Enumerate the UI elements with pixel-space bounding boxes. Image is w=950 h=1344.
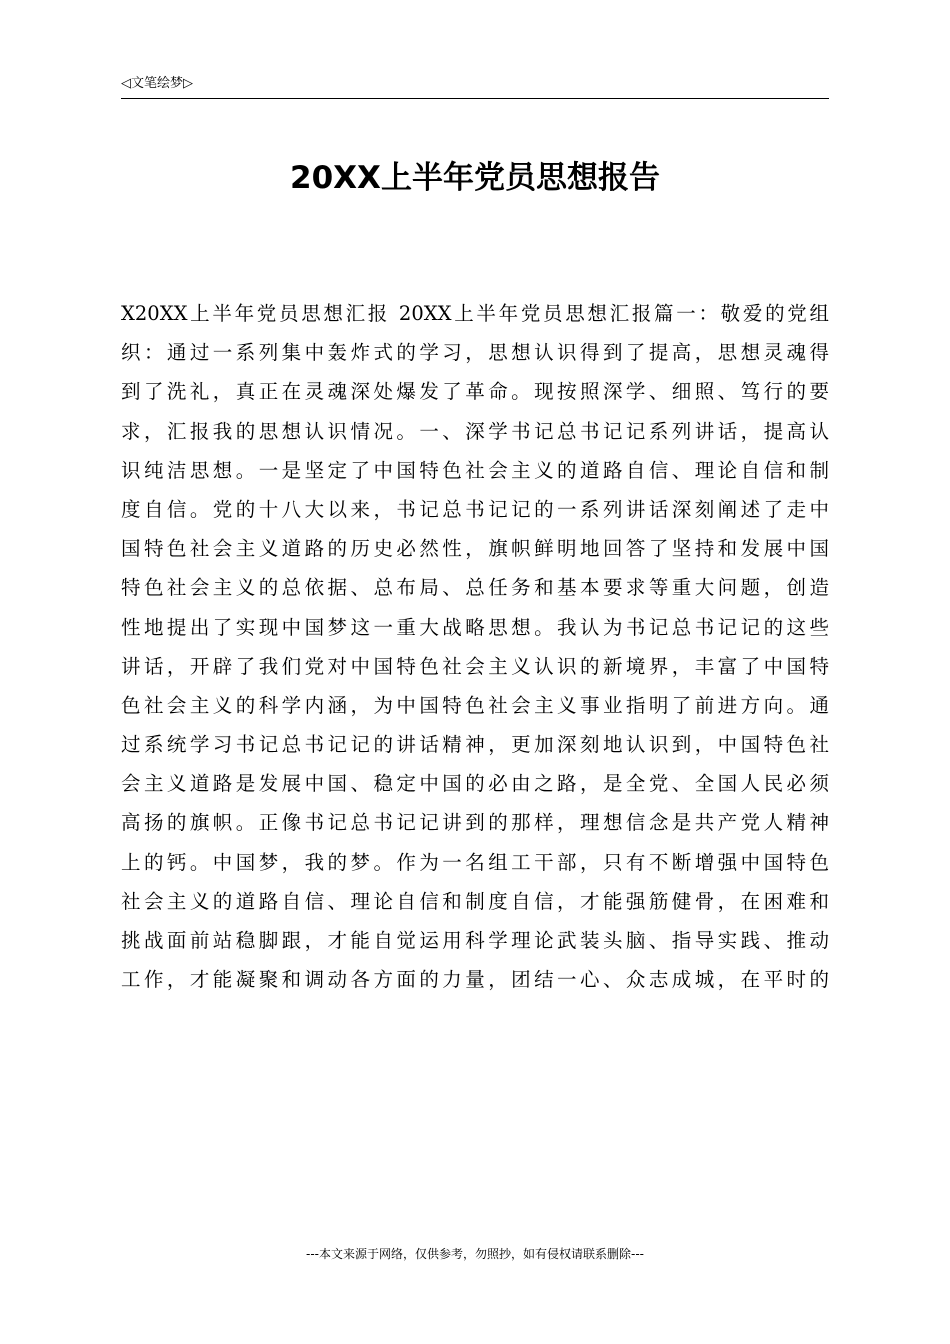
body-line: 识纯洁思想。一是坚定了中国特色社会主义的道路自信、理论自信和制 xyxy=(121,458,829,482)
header-label: ◁文笔绘梦▷ xyxy=(121,76,193,91)
document-body xyxy=(121,294,829,999)
page-footer: ---本文来源于网络，仅供参考，勿照抄，如有侵权请联系删除--- xyxy=(306,1247,644,1261)
body-line: 色社会主义的科学内涵，为中国特色社会主义事业指明了前进方向。通 xyxy=(121,693,829,717)
body-line: 会主义道路是发展中国、稳定中国的必由之路，是全党、全国人民必须 xyxy=(121,772,829,796)
body-line: 特色社会主义的总依据、总布局、总任务和基本要求等重大问题，创造 xyxy=(121,576,829,600)
body-line: 度自信。党的十八大以来，书记总书记记的一系列讲话深刻阐述了走中 xyxy=(121,497,829,521)
body-line: 讲话，开辟了我们党对中国特色社会主义认识的新境界，丰富了中国特 xyxy=(121,654,829,678)
body-line: 织：通过一系列集中轰炸式的学习，思想认识得到了提高，思想灵魂得 xyxy=(121,341,829,365)
page-header xyxy=(121,74,829,99)
body-line: 工作，才能凝聚和调动各方面的力量，团结一心、众志成城，在平时的 xyxy=(121,968,829,992)
document-title: 20XX上半年党员思想报告 xyxy=(290,160,660,196)
body-line: 求，汇报我的思想认识情况。一、深学书记总书记记系列讲话，提高认 xyxy=(121,419,829,443)
body-line: 到了洗礼，真正在灵魂深处爆发了革命。现按照深学、细照、笃行的要 xyxy=(121,380,829,404)
body-line: 过系统学习书记总书记记的讲话精神，更加深刻地认识到，中国特色社 xyxy=(121,733,829,757)
body-line: 高扬的旗帜。正像书记总书记记讲到的那样，理想信念是共产党人精神 xyxy=(121,811,829,835)
body-line: 上的钙。中国梦，我的梦。作为一名组工干部，只有不断增强中国特色 xyxy=(121,850,829,874)
body-line: 性地提出了实现中国梦这一重大战略思想。我认为书记总书记记的这些 xyxy=(121,615,829,639)
body-line: 挑战面前站稳脚跟，才能自觉运用科学理论武装头脑、指导实践、推动 xyxy=(121,929,829,952)
body-line: 社会主义的道路自信、理论自信和制度自信，才能强筋健骨，在困难和 xyxy=(121,889,829,913)
body-line: X20XX上半年党员思想汇报 20XX上半年党员思想汇报篇一：敬爱的党组 xyxy=(121,302,829,325)
body-line: 国特色社会主义道路的历史必然性，旗帜鲜明地回答了坚持和发展中国 xyxy=(121,537,829,561)
